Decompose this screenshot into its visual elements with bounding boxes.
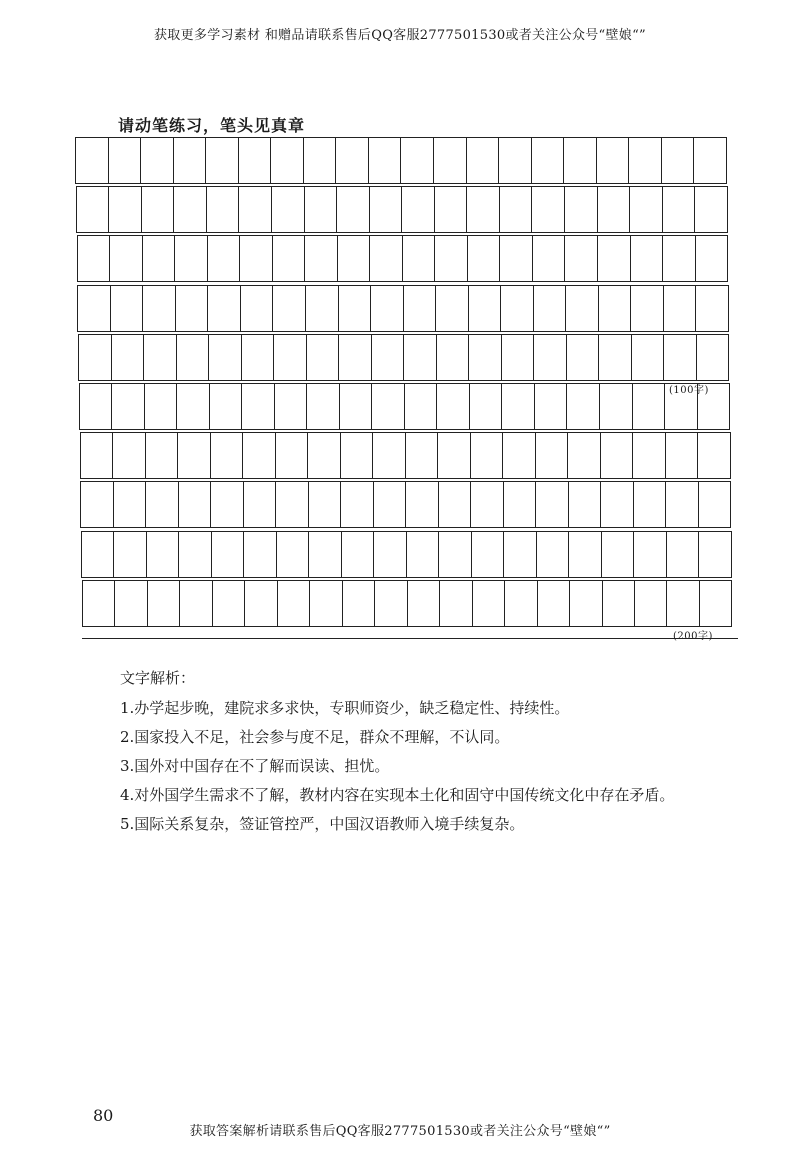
grid-cell: [565, 187, 598, 232]
grid-cell: [278, 581, 310, 626]
grid-cell: [536, 433, 569, 478]
grid-cell: [569, 482, 602, 527]
grid-cell: [633, 384, 666, 429]
grid-cell: [305, 187, 338, 232]
grid-cell: [142, 187, 175, 232]
grid-cell: [373, 433, 406, 478]
grid-cell: [404, 335, 437, 380]
grid-cell: [79, 335, 112, 380]
grid-cell: [175, 236, 208, 281]
grid-cell: [274, 335, 307, 380]
grid-cell: [467, 187, 500, 232]
grid-cell: [664, 286, 697, 331]
grid-cell: [174, 138, 207, 183]
grid-cell: [210, 384, 243, 429]
grid-cell: [700, 581, 731, 626]
grid-cell: [112, 335, 145, 380]
grid-cell: [534, 335, 567, 380]
grid-row: [77, 285, 729, 332]
grid-cell: [276, 433, 309, 478]
grid-cell: [437, 335, 470, 380]
grid-cell: [401, 138, 434, 183]
grid-cell: [601, 482, 634, 527]
grid-cell: [631, 286, 664, 331]
grid-cell: [306, 286, 339, 331]
grid-row: [81, 531, 732, 578]
grid-cell: [341, 433, 374, 478]
grid-cell: [467, 138, 500, 183]
grid-cell: [536, 482, 569, 527]
grid-cell: [699, 482, 731, 527]
grid-cell: [631, 236, 664, 281]
grid-cell: [343, 581, 375, 626]
grid-cell: [402, 187, 435, 232]
grid-cell: [114, 532, 146, 577]
grid-cell: [504, 532, 536, 577]
grid-cell: [78, 286, 111, 331]
grid-cell: [81, 482, 114, 527]
grid-cell: [664, 335, 697, 380]
grid-cell: [696, 286, 728, 331]
grid-cell: [213, 581, 245, 626]
grid-cell: [177, 335, 210, 380]
grid-cell: [502, 384, 535, 429]
grid-row: [77, 235, 729, 282]
grid-cell: [404, 286, 437, 331]
grid-cell: [308, 433, 341, 478]
grid-cell: [208, 236, 241, 281]
grid-cell: [310, 581, 342, 626]
grid-cell: [275, 384, 308, 429]
grid-cell: [667, 532, 699, 577]
grid-cell: [471, 433, 504, 478]
grid-cell: [662, 138, 695, 183]
count-marker-200: (200字): [673, 630, 713, 642]
grid-cell: [632, 335, 665, 380]
grid-cell: [499, 138, 532, 183]
grid-cell: [603, 581, 635, 626]
grid-cell: [538, 581, 570, 626]
grid-row: [82, 580, 733, 627]
grid-cell: [698, 384, 730, 429]
grid-cell: [375, 581, 407, 626]
grid-cell: [598, 187, 631, 232]
grid-cell: [635, 581, 667, 626]
grid-cell: [570, 581, 602, 626]
grid-cell: [435, 187, 468, 232]
grid-cell: [598, 236, 631, 281]
grid-cell: [336, 138, 369, 183]
grid-cell: [305, 236, 338, 281]
grid-cell: [180, 581, 212, 626]
grid-cell: [470, 384, 503, 429]
grid-cell: [407, 532, 439, 577]
grid-cell: [565, 236, 598, 281]
analysis-item-2: 2.国家投入不足，社会参与度不足，群众不理解，不认同。: [120, 728, 510, 746]
practice-title: 请动笔练习，笔头见真章: [118, 116, 306, 135]
analysis-item-5: 5.国际关系复杂，签证管控严，中国汉语教师入境手续复杂。: [120, 815, 525, 833]
grid-cell: [109, 138, 142, 183]
grid-cell: [667, 581, 699, 626]
grid-cell: [339, 335, 372, 380]
grid-cell: [144, 335, 177, 380]
grid-cell: [434, 138, 467, 183]
grid-cell: [601, 433, 634, 478]
grid-cell: [179, 482, 212, 527]
grid-cell: [307, 384, 340, 429]
footer-promo-note: 获取答案解析请联系售后QQ客服2777501530或者关注公众号“壁娘“”: [189, 1124, 611, 1139]
grid-cell: [82, 532, 114, 577]
grid-row: [76, 186, 728, 233]
grid-cell: [242, 335, 275, 380]
grid-cell: [535, 384, 568, 429]
grid-cell: [537, 532, 569, 577]
grid-cell: [567, 384, 600, 429]
grid-cell: [208, 286, 241, 331]
grid-cell: [500, 236, 533, 281]
grid-cell: [239, 138, 272, 183]
grid-cell: [339, 286, 372, 331]
grid-cell: [698, 433, 730, 478]
grid-cell: [568, 433, 601, 478]
grid-cell: [695, 187, 727, 232]
grid-cell: [114, 482, 147, 527]
grid-cell: [143, 236, 176, 281]
grid-cell: [370, 187, 403, 232]
grid-cell: [80, 384, 113, 429]
grid-cell: [307, 335, 340, 380]
grid-cell: [694, 138, 726, 183]
grid-cell: [206, 138, 239, 183]
grid-cell: [146, 433, 179, 478]
analysis-item-1: 1.办学起步晚，建院求多求快，专职师资少，缺乏稳定性、持续性。: [120, 699, 570, 717]
grid-row: [79, 383, 730, 430]
grid-cell: [597, 138, 630, 183]
grid-cell: [533, 236, 566, 281]
grid-cell: [340, 384, 373, 429]
grid-bottom-rule: [82, 638, 738, 639]
grid-cell: [630, 187, 663, 232]
grid-cell: [78, 236, 111, 281]
analysis-item-4: 4.对外国学生需求不了解，教材内容在实现本土化和固守中国传统文化中存在矛盾。: [120, 786, 675, 804]
grid-cell: [209, 335, 242, 380]
grid-cell: [599, 286, 632, 331]
grid-cell: [176, 286, 209, 331]
grid-row: [80, 481, 731, 528]
grid-cell: [244, 532, 276, 577]
grid-cell: [81, 433, 114, 478]
grid-cell: [240, 236, 273, 281]
grid-cell: [599, 335, 632, 380]
grid-cell: [469, 286, 502, 331]
page-number: 80: [93, 1106, 114, 1125]
grid-cell: [569, 532, 601, 577]
grid-cell: [438, 433, 471, 478]
grid-cell: [342, 532, 374, 577]
grid-cell: [439, 482, 472, 527]
grid-cell: [436, 286, 469, 331]
grid-cell: [179, 532, 211, 577]
grid-row: [78, 334, 729, 381]
grid-cell: [374, 532, 406, 577]
grid-cell: [629, 138, 662, 183]
grid-cell: [309, 482, 342, 527]
grid-cell: [239, 187, 272, 232]
grid-cell: [76, 138, 109, 183]
grid-cell: [243, 433, 276, 478]
grid-cell: [437, 384, 470, 429]
grid-cell: [435, 236, 468, 281]
grid-cell: [272, 187, 305, 232]
grid-cell: [504, 482, 537, 527]
grid-cell: [403, 236, 436, 281]
grid-cell: [110, 236, 143, 281]
grid-cell: [665, 384, 698, 429]
analysis-section: [120, 667, 760, 843]
grid-cell: [211, 482, 244, 527]
grid-cell: [212, 532, 244, 577]
grid-cell: [501, 286, 534, 331]
analysis-title: 文字解析：: [120, 669, 196, 687]
grid-cell: [406, 433, 439, 478]
grid-cell: [408, 581, 440, 626]
grid-cell: [369, 138, 402, 183]
grid-cell: [276, 482, 309, 527]
grid-cell: [663, 187, 696, 232]
grid-cell: [242, 384, 275, 429]
grid-cell: [273, 286, 306, 331]
grid-cell: [468, 236, 501, 281]
grid-cell: [699, 532, 730, 577]
grid-cell: [304, 138, 337, 183]
grid-cell: [109, 187, 142, 232]
grid-cell: [439, 532, 471, 577]
grid-cell: [211, 433, 244, 478]
grid-cell: [472, 532, 504, 577]
grid-cell: [602, 532, 634, 577]
grid-cell: [115, 581, 147, 626]
grid-cell: [111, 286, 144, 331]
grid-cell: [503, 433, 536, 478]
grid-cell: [634, 532, 666, 577]
grid-row: [80, 432, 731, 479]
grid-cell: [148, 581, 180, 626]
grid-cell: [147, 532, 179, 577]
grid-cell: [83, 581, 115, 626]
analysis-item-3: 3.国外对中国存在不了解而误读、担忧。: [120, 757, 390, 775]
grid-cell: [405, 384, 438, 429]
grid-cell: [207, 187, 240, 232]
grid-cell: [245, 581, 277, 626]
grid-cell: [697, 335, 729, 380]
grid-cell: [271, 138, 304, 183]
grid-cell: [663, 236, 696, 281]
grid-cell: [505, 581, 537, 626]
grid-cell: [112, 384, 145, 429]
grid-cell: [341, 482, 374, 527]
grid-cell: [273, 236, 306, 281]
grid-cell: [567, 335, 600, 380]
grid-cell: [77, 187, 110, 232]
grid-cell: [174, 187, 207, 232]
grid-cell: [532, 138, 565, 183]
grid-cell: [370, 236, 403, 281]
grid-cell: [566, 286, 599, 331]
grid-cell: [113, 433, 146, 478]
grid-row: [75, 137, 727, 184]
grid-cell: [634, 482, 667, 527]
grid-cell: [666, 482, 699, 527]
grid-cell: [309, 532, 341, 577]
grid-cell: [338, 236, 371, 281]
grid-cell: [146, 482, 179, 527]
grid-cell: [473, 581, 505, 626]
grid-cell: [178, 433, 211, 478]
grid-cell: [502, 335, 535, 380]
grid-cell: [244, 482, 277, 527]
grid-cell: [696, 236, 728, 281]
grid-cell: [406, 482, 439, 527]
grid-cell: [277, 532, 309, 577]
grid-cell: [372, 335, 405, 380]
grid-cell: [564, 138, 597, 183]
grid-cell: [374, 482, 407, 527]
grid-cell: [469, 335, 502, 380]
grid-cell: [600, 384, 633, 429]
grid-cell: [666, 433, 699, 478]
grid-cell: [633, 433, 666, 478]
grid-cell: [143, 286, 176, 331]
count-marker-100: (100字): [669, 384, 709, 396]
grid-cell: [440, 581, 472, 626]
grid-cell: [371, 286, 404, 331]
grid-cell: [372, 384, 405, 429]
grid-cell: [241, 286, 274, 331]
grid-cell: [534, 286, 567, 331]
grid-cell: [500, 187, 533, 232]
grid-cell: [471, 482, 504, 527]
header-promo-note: 获取更多学习素材 和赠品请联系售后QQ客服2777501530或者关注公众号“壁娘“”: [154, 28, 646, 43]
grid-cell: [532, 187, 565, 232]
grid-cell: [337, 187, 370, 232]
grid-cell: [141, 138, 174, 183]
grid-cell: [177, 384, 210, 429]
grid-cell: [145, 384, 178, 429]
